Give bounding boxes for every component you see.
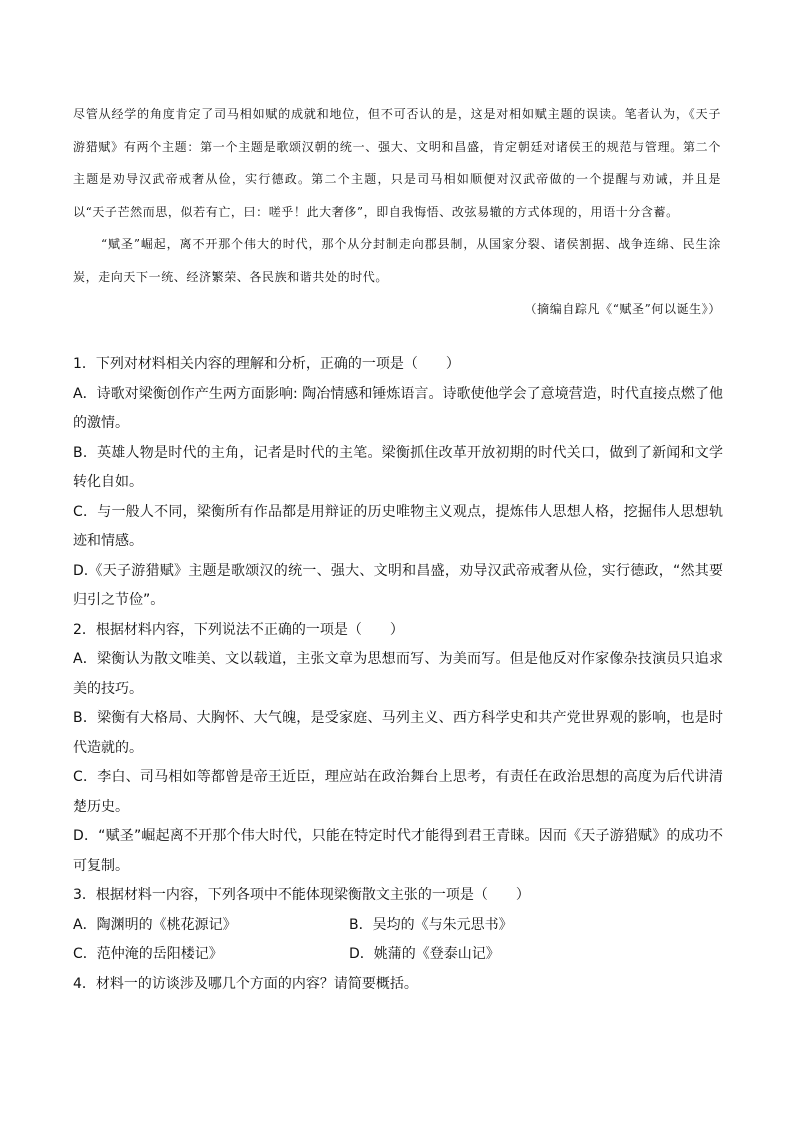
option-b: B．吴均的《与朱元思书》 xyxy=(349,916,513,933)
question-2 xyxy=(73,616,723,882)
option-d: D.《天子游猎赋》主题是歌颂汉的统一、强大、文明和昌盛，劝导汉武帝戒奢从俭，实行德政，“然其要归引之节俭”。 xyxy=(73,562,723,608)
question-stem: 2．根据材料内容，下列说法不正确的一项是（ ） xyxy=(73,621,404,638)
option-row xyxy=(73,940,723,970)
passage-source: （摘编自踪凡《“赋圣”何以诞生》） xyxy=(524,302,721,316)
passage-paragraph-2: “赋圣”崛起，离不开那个伟大的时代，那个从分封制走向郡县制，从国家分裂、诸侯割据、战争连绵、民生涂炭，走向天下一统、经济繁荣、各民族和谐共处的时代。 xyxy=(73,237,721,284)
passage-paragraph-1: 尽管从经学的角度肯定了司马相如赋的成就和地位，但不可否认的是，这是对相如赋主题的误读。笔者认为，《天子游猎赋》有两个主题：第一个主题是歌颂汉朝的统一、强大、文明和昌盛，肯定朝廷对诸侯王的规范与管理。第二个主题是劝导汉武帝戒奢从俭，实行德政。第二个主题，只是司马相如顺便对汉武帝做的一个提醒与劝诫，并且是以“天子芒然而思，似若有亡，曰：嗟乎！此大奢侈”，即自我悔悟、改弦易辙的方式体现的，用语十分含蓄。 xyxy=(73,107,721,219)
option-c: C．与一般人不同，梁衡所有作品都是用辩证的历史唯物主义观点，提炼伟人思想人格，挖掘伟人思想轨迹和情感。 xyxy=(73,503,723,549)
question-list xyxy=(73,350,723,999)
option-a: A．梁衡认为散文唯美、文以载道，主张文章为思想而写、为美而写。但是他反对作家像杂技演员只追求美的技巧。 xyxy=(73,651,723,697)
question-4 xyxy=(73,970,723,1000)
question-stem: 3．根据材料一内容，下列各项中不能体现梁衡散文主张的一项是（ ） xyxy=(73,887,530,903)
option-a: A．诗歌对梁衡创作产生两方面影响: 陶冶情感和锤炼语言。诗歌使他学会了意境营造，时代直接点燃了他的激情。 xyxy=(73,385,723,431)
question-1 xyxy=(73,350,723,616)
option-c: C．李白、司马相如等都曾是帝王近臣，理应站在政治舞台上思考，有责任在政治思想的高度为后代讲清楚历史。 xyxy=(73,769,723,815)
option-d: D．姚蒲的《登泰山记》 xyxy=(349,946,500,962)
option-row xyxy=(73,911,723,941)
reading-passage xyxy=(73,98,721,326)
option-a: A．陶渊明的《桃花源记》 xyxy=(73,916,237,933)
option-b: B．英雄人物是时代的主角，记者是时代的主笔。梁衡抓住改革开放初期的时代关口，做到了新闻和文学转化自如。 xyxy=(73,444,723,490)
option-c: C．范仲淹的岳阳楼记》 xyxy=(73,946,223,962)
option-d: D．“赋圣”崛起离不开那个伟大时代，只能在特定时代才能得到君王青睐。因而《天子游猎赋》的成功不可复制。 xyxy=(73,828,723,874)
question-stem: 1．下列对材料相关内容的理解和分析，正确的一项是（ ） xyxy=(73,356,460,372)
question-stem: 4．材料一的访谈涉及哪几个方面的内容？请简要概括。 xyxy=(73,975,418,992)
question-3 xyxy=(73,881,723,970)
option-b: B．梁衡有大格局、大胸怀、大气魄，是受家庭、马列主义、西方科学史和共产党世界观的影响，也是时代造就的。 xyxy=(73,710,723,756)
